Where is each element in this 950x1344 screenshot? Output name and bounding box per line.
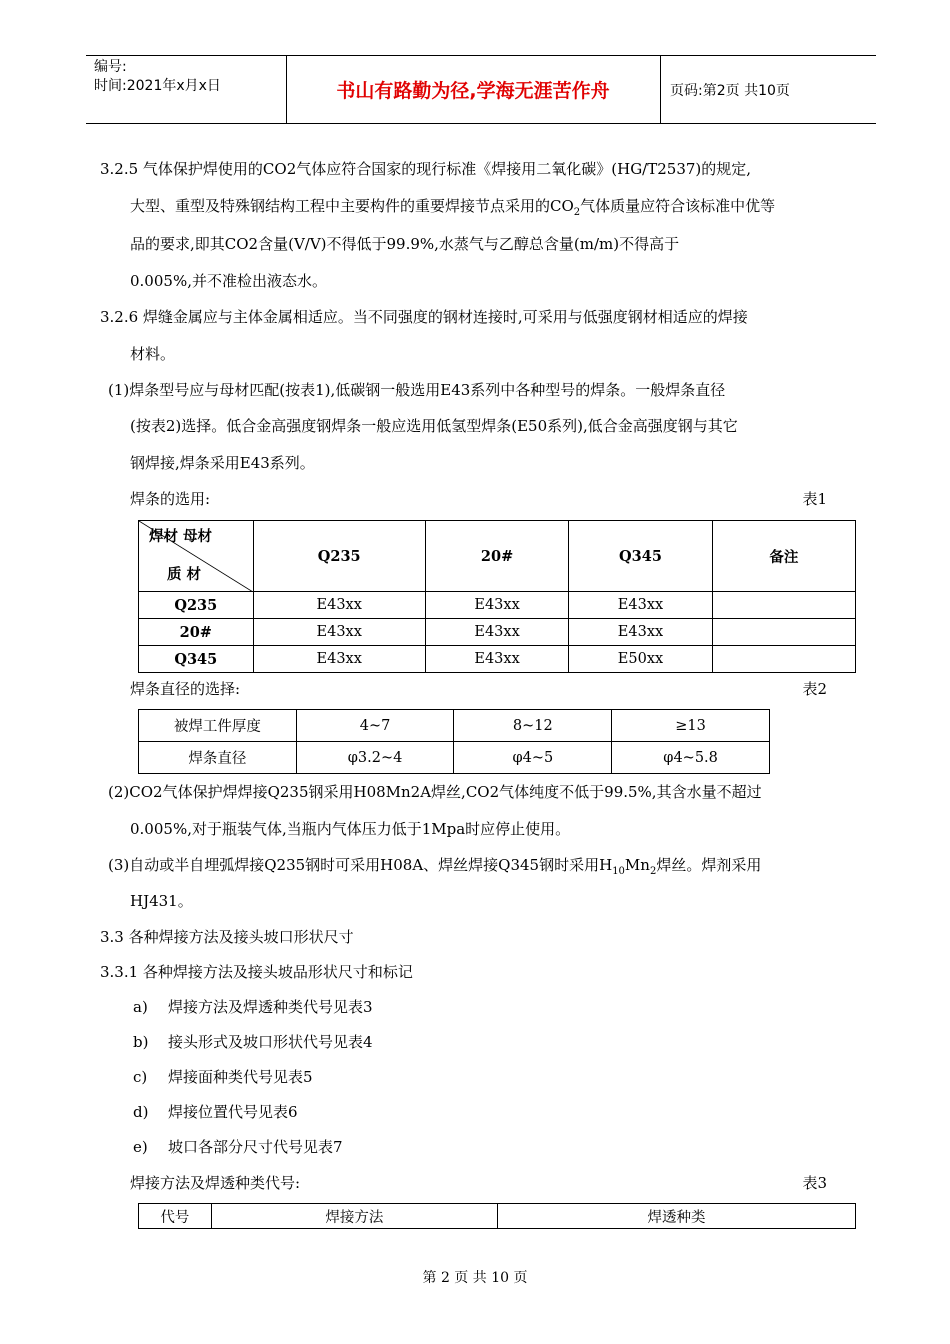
paragraph-325-line3: 品的要求,即其CO2含量(V/V)不得低于99.9%,水蒸气与乙醇总含量(m/m)不得高于 (130, 235, 680, 253)
table-cell: 焊条直径 (139, 742, 297, 774)
welding-method-table (138, 1203, 856, 1229)
header-page-label: 页码:第2页 共10页 (670, 83, 790, 99)
table-cell: 4~7 (296, 710, 454, 742)
item1-line1: (1)焊条型号应与母材匹配(按表1),低碳钢一般选用E43系列中各种型号的焊条。一般焊条直径 (108, 381, 726, 399)
table1-header: Q345 (569, 521, 712, 592)
paragraph-326-line2: 材料。 (130, 345, 176, 363)
table-cell: E43xx (425, 646, 568, 673)
table-cell: E43xx (425, 619, 568, 646)
table3-header: 代号 (139, 1204, 212, 1229)
item1-line3: 钢焊接,焊条采用E43系列。 (130, 454, 315, 472)
page-footer: 第 2 页 共 10 页 (422, 1270, 528, 1286)
table-row (139, 710, 770, 742)
table-cell: φ4~5.8 (612, 742, 770, 774)
table1-header: 备注 (712, 521, 855, 592)
row-header: 20# (139, 619, 254, 646)
page-header (86, 55, 876, 124)
table-cell (712, 646, 855, 673)
table-row (139, 646, 856, 673)
list-item: b) 接头形式及坡口形状代号见表4 (133, 1033, 373, 1051)
list-item: e) 坡口各部分尺寸代号见表7 (133, 1138, 343, 1156)
item1-line2: (按表2)选择。低合金高强度钢焊条一般应选用低氢型焊条(E50系列),低合金高强度钢与其它 (130, 417, 738, 435)
paragraph-326-line1: 3.2.6 焊缝金属应与主体金属相适应。当不同强度的钢材连接时,可采用与低强度钢材相适应的焊接 (100, 308, 748, 326)
table-cell: E43xx (253, 619, 425, 646)
item3-line2: HJ431。 (130, 892, 193, 910)
table-row (139, 1204, 856, 1229)
corner-bottom-label: 质 材 (167, 566, 202, 583)
header-meta (94, 58, 221, 96)
section-3-3: 3.3 各种焊接方法及接头坡口形状尺寸 (100, 928, 354, 946)
table1-label: 表1 (802, 490, 827, 508)
header-divider (660, 56, 661, 123)
number-label: 编号: (94, 59, 127, 75)
table1-caption: 焊条的选用: (130, 490, 211, 508)
table-row (139, 619, 856, 646)
table-row (139, 742, 770, 774)
list-item: c) 焊接面种类代号见表5 (133, 1068, 313, 1086)
item2-line1: (2)CO2气体保护焊焊接Q235钢采用H08Mn2A焊丝,CO2气体纯度不低于99.5%,其含水量不超过 (108, 783, 762, 801)
table2-caption: 焊条直径的选择: (130, 680, 241, 698)
corner-top-label: 焊材 母材 (149, 528, 213, 545)
row-header: Q345 (139, 646, 254, 673)
table-cell: ≥13 (612, 710, 770, 742)
table3-label: 表3 (802, 1174, 827, 1192)
list-item: a) 焊接方法及焊透种类代号见表3 (133, 998, 373, 1016)
time-label: 时间:2021年x月x日 (94, 78, 221, 94)
table-cell: φ3.2~4 (296, 742, 454, 774)
table3-caption: 焊接方法及焊透种类代号: (130, 1174, 301, 1192)
paragraph-325-line1: 3.2.5 气体保护焊使用的CO2气体应符合国家的现行标准《焊接用二氧化碳》(HG/T2537)的规定, (100, 160, 752, 178)
table-cell: φ4~5 (454, 742, 612, 774)
table-cell: E43xx (569, 592, 712, 619)
table-cell: E43xx (253, 646, 425, 673)
table3-header: 焊接方法 (211, 1204, 497, 1229)
table-cell: E43xx (425, 592, 568, 619)
paragraph-325-line2: 大型、重型及特殊钢结构工程中主要构件的重要焊接节点采用的$CO_2$气体质量应符合该标准中优等 (130, 197, 776, 218)
row-header: Q235 (139, 592, 254, 619)
table-cell (712, 592, 855, 619)
paragraph-325-line4: 0.005%,并不准检出液态水。 (130, 272, 327, 290)
table3-header: 焊透种类 (498, 1204, 856, 1229)
table1-corner-cell (139, 521, 254, 592)
item3-line1: (3)自动或半自埋弧焊接Q235钢时可采用H08A、焊丝焊接Q345钢时采用$H_{10}Mn_2$焊丝。焊剂采用 (108, 856, 762, 877)
table-cell (712, 619, 855, 646)
electrode-diameter-table (138, 709, 770, 774)
table-cell: E43xx (253, 592, 425, 619)
header-motto: 书山有路勤为径,学海无涯苦作舟 (336, 80, 610, 102)
table-cell: E50xx (569, 646, 712, 673)
table1-header: Q235 (253, 521, 425, 592)
electrode-selection-table (138, 520, 856, 673)
table-cell: 被焊工件厚度 (139, 710, 297, 742)
table2-label: 表2 (802, 680, 827, 698)
table1-header: 20# (425, 521, 568, 592)
table-row (139, 592, 856, 619)
table-cell: E43xx (569, 619, 712, 646)
table-cell: 8~12 (454, 710, 612, 742)
list-item: d) 焊接位置代号见表6 (133, 1103, 298, 1121)
section-3-3-1: 3.3.1 各种焊接方法及接头坡品形状尺寸和标记 (100, 963, 413, 981)
item2-line2: 0.005%,对于瓶装气体,当瓶内气体压力低于1Mpa时应停止使用。 (130, 820, 571, 838)
